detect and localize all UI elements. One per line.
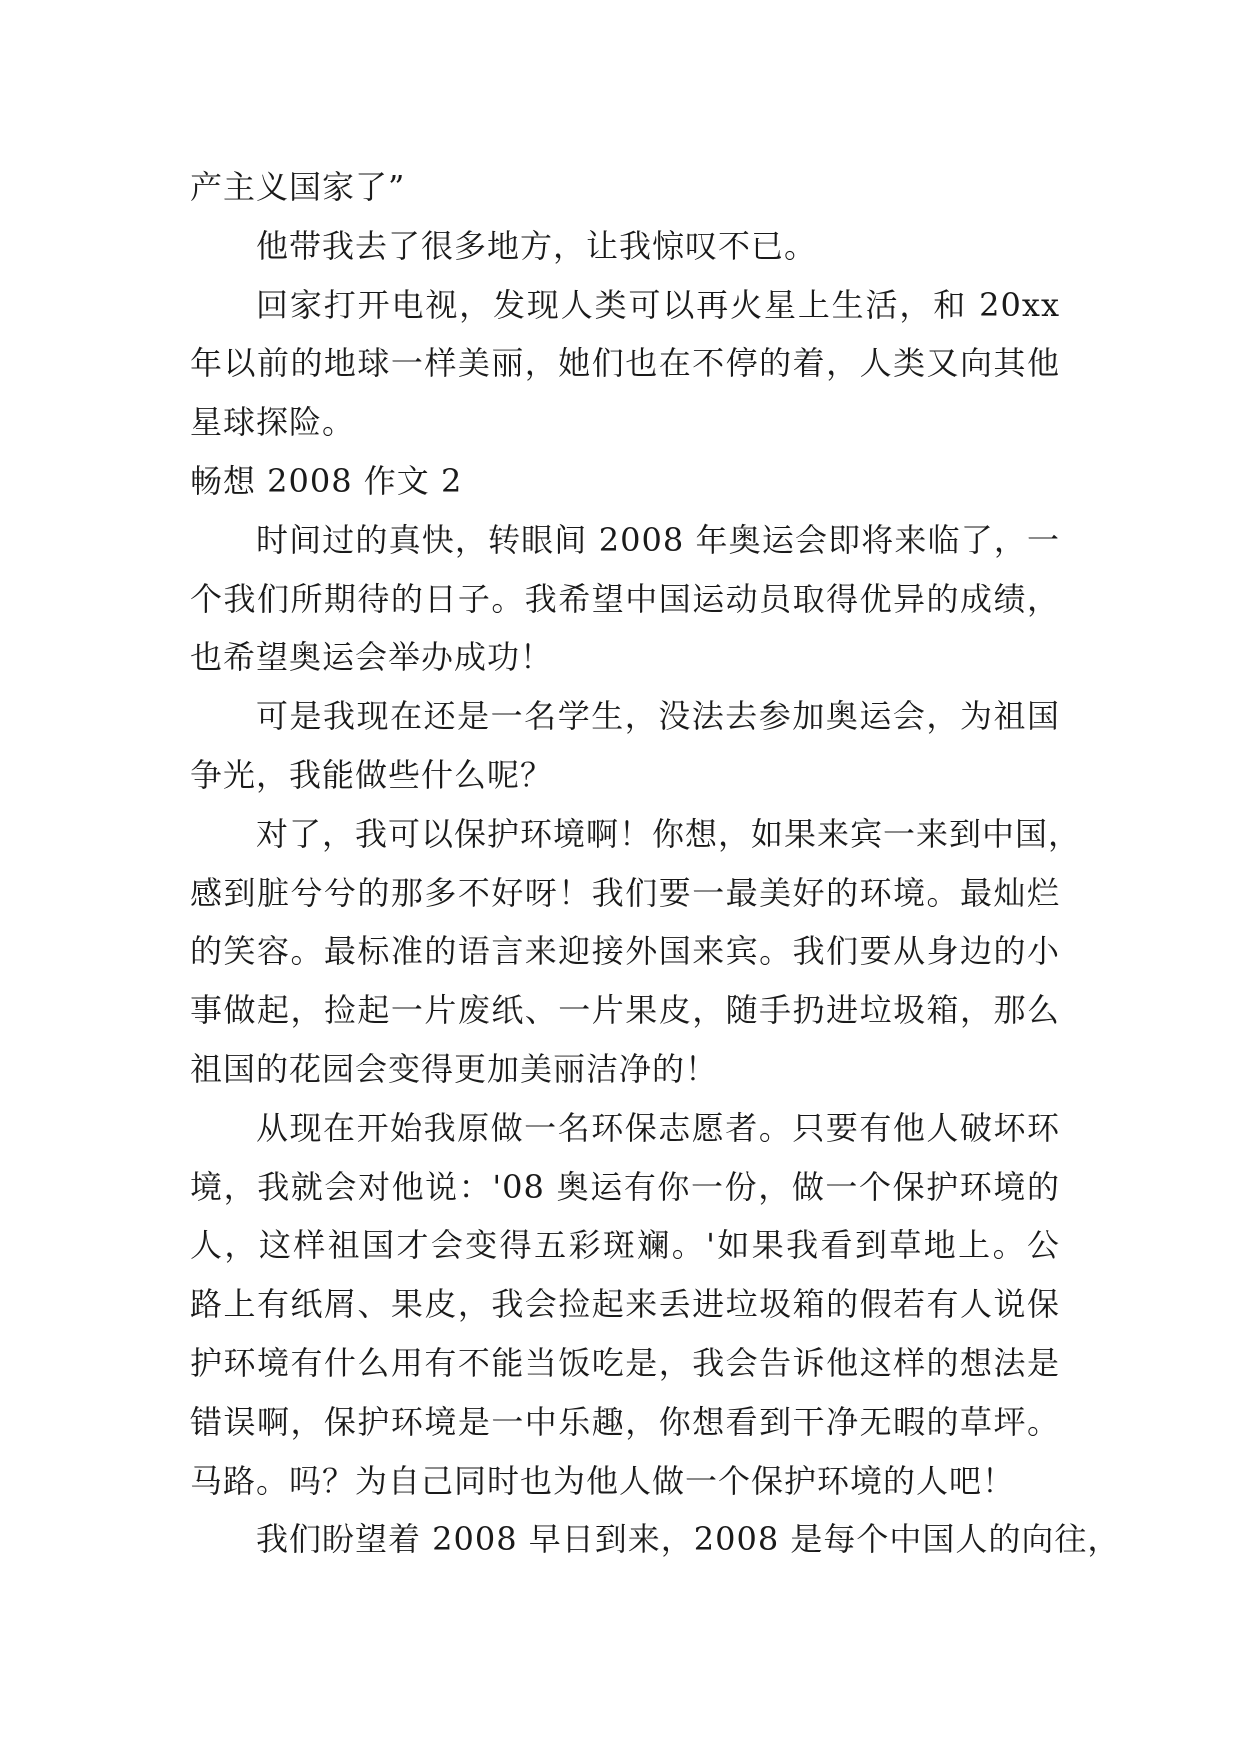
text-line: 的笑容。最标准的语言来迎接外国来宾。我们要从身边的小	[190, 932, 1060, 971]
article-body	[190, 158, 1121, 1569]
text-line: 路上有纸屑、果皮，我会捡起来丢进垃圾箱的假若有人说保	[190, 1285, 1060, 1324]
text-line: 他带我去了很多地方，让我惊叹不已。	[256, 226, 818, 265]
text-line: 感到脏兮兮的那多不好呀！我们要一最美好的环境。最灿烂	[190, 873, 1060, 912]
text-line: 祖国的花园会变得更加美丽洁净的！	[190, 1049, 719, 1088]
text-line: 星球探险。	[190, 403, 356, 442]
text-line: 境，我就会对他说：'08 奥运有你一份，做一个保护环境的	[190, 1167, 1060, 1206]
text-line: 错误啊，保护环境是一中乐趣，你想看到干净无暇的草坪。	[190, 1402, 1060, 1441]
text-line: 也希望奥运会举办成功！	[190, 638, 554, 677]
text-line: 时间过的真快，转眼间 2008 年奥运会即将来临了，一	[256, 520, 1060, 559]
text-line: 我们盼望着 2008 早日到来，2008 是每个中国人的向往，	[256, 1520, 1121, 1559]
text-line: 年以前的地球一样美丽，她们也在不停的着，人类又向其他	[190, 344, 1060, 383]
text-line: 护环境有什么用有不能当饭吃是，我会告诉他这样的想法是	[190, 1343, 1060, 1382]
text-line: 事做起，捡起一片废纸、一片果皮，随手扔进垃圾箱，那么	[190, 991, 1060, 1030]
section-heading: 畅想 2008 作文 2	[190, 461, 463, 500]
text-line: 回家打开电视，发现人类可以再火星上生活，和 20xx	[256, 285, 1060, 324]
text-line: 马路。吗？为自己同时也为他人做一个保护环境的人吧！	[190, 1461, 1016, 1500]
text-line: 个我们所期待的日子。我希望中国运动员取得优异的成绩，	[190, 579, 1060, 618]
text-line: 产主义国家了”	[190, 168, 406, 206]
text-line: 对了，我可以保护环境啊！你想，如果来宾一来到中国，	[256, 814, 1082, 853]
text-line: 争光，我能做些什么呢？	[190, 755, 554, 794]
text-line: 可是我现在还是一名学生，没法去参加奥运会，为祖国	[256, 697, 1060, 736]
text-line: 从现在开始我原做一名环保志愿者。只要有他人破坏环	[256, 1108, 1060, 1147]
text-line: 人，这样祖国才会变得五彩斑斓。'如果我看到草地上。公	[190, 1226, 1060, 1265]
